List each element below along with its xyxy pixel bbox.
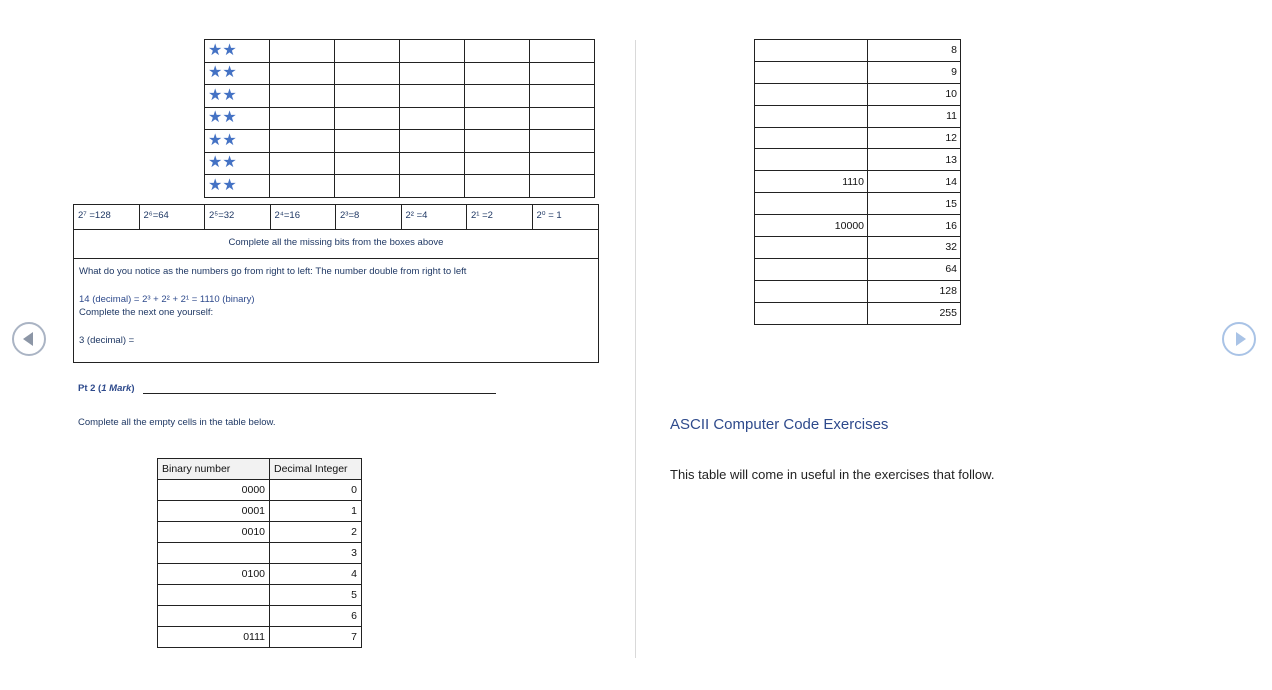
table-row: [755, 149, 961, 171]
empty-bit-cell: [530, 152, 595, 175]
decimal-cell: 4: [270, 564, 362, 585]
binary-cell: 10000: [755, 215, 868, 237]
table-row: [755, 258, 961, 280]
empty-bit-cell: [335, 85, 400, 108]
table-row: [755, 193, 961, 215]
pt2-heading: [78, 383, 135, 394]
star-cell: ★★: [205, 152, 270, 175]
binary-cell: 0001: [158, 501, 270, 522]
power-cell: 2⁷ =128: [74, 205, 140, 229]
empty-bit-cell: [270, 130, 335, 153]
decimal-cell: 255: [868, 302, 961, 324]
empty-bit-cell: [530, 107, 595, 130]
header-decimal: Decimal Integer: [270, 459, 362, 480]
next-prompt: Complete the next one yourself:: [79, 307, 214, 318]
decimal-cell: 11: [868, 105, 961, 127]
pt2-mark: 1 Mark: [101, 383, 132, 394]
star-grid: [204, 39, 595, 198]
empty-bit-cell: [465, 175, 530, 198]
binary-cell: [158, 606, 270, 627]
table-row: [158, 606, 362, 627]
decimal-cell: 3: [270, 543, 362, 564]
example-line: 14 (decimal) = 2³ + 2² + 2¹ = 1110 (binary): [79, 294, 255, 305]
binary-cell: [755, 280, 868, 302]
binary-cell: [158, 543, 270, 564]
empty-bit-cell: [400, 175, 465, 198]
empty-bit-cell: [530, 62, 595, 85]
prev-page-button[interactable]: [12, 322, 46, 356]
decimal-cell: 2: [270, 522, 362, 543]
empty-bit-cell: [530, 175, 595, 198]
header-binary: Binary number: [158, 459, 270, 480]
empty-bit-cell: [270, 40, 335, 63]
ascii-note: This table will come in useful in the exercises that follow.: [670, 467, 995, 482]
power-cell: 2¹ =2: [467, 205, 533, 229]
empty-bit-cell: [400, 85, 465, 108]
table-row: [755, 302, 961, 324]
empty-bit-cell: [335, 40, 400, 63]
binary-cell: [755, 127, 868, 149]
pt2-close: ): [131, 383, 135, 394]
decimal-cell: 1: [270, 501, 362, 522]
star-row: [205, 130, 595, 153]
table-row: [158, 522, 362, 543]
powers-body: [74, 259, 598, 353]
decimal-cell: 7: [270, 627, 362, 648]
star-cell: ★★: [205, 85, 270, 108]
empty-bit-cell: [465, 62, 530, 85]
decimal-cell: 8: [868, 40, 961, 62]
star-row: [205, 62, 595, 85]
decimal-3-prompt: 3 (decimal) =: [79, 335, 135, 346]
table-row: [158, 564, 362, 585]
star-cell: ★★: [205, 175, 270, 198]
binary-cell: 0100: [158, 564, 270, 585]
chevron-left-icon: [23, 332, 33, 346]
notice-text: What do you notice as the numbers go from right to left: The number double from right to left: [79, 266, 467, 277]
star-row: [205, 107, 595, 130]
table-header-row: [158, 459, 362, 480]
table-row: [755, 215, 961, 237]
decimal-cell: 64: [868, 258, 961, 280]
binary-cell: [755, 40, 868, 62]
power-cell: 2⁴=16: [271, 205, 337, 229]
decimal-cell: 16: [868, 215, 961, 237]
binary-cell: [755, 193, 868, 215]
empty-bit-cell: [465, 152, 530, 175]
table-row: [158, 480, 362, 501]
empty-bit-cell: [530, 85, 595, 108]
binary-cell: [755, 149, 868, 171]
pt2-label: Pt 2 (: [78, 383, 102, 394]
empty-bit-cell: [400, 130, 465, 153]
table-row: [755, 83, 961, 105]
star-row: [205, 40, 595, 63]
power-cell: 2⁶=64: [140, 205, 206, 229]
empty-bit-cell: [465, 85, 530, 108]
empty-bit-cell: [465, 130, 530, 153]
table-row: [158, 627, 362, 648]
empty-bit-cell: [335, 175, 400, 198]
decimal-cell: 6: [270, 606, 362, 627]
power-cell: 2⁵=32: [205, 205, 271, 229]
binary-cell: [755, 61, 868, 83]
empty-bit-cell: [270, 62, 335, 85]
power-cell: 2³=8: [336, 205, 402, 229]
binary-cell: 1110: [755, 171, 868, 193]
empty-bit-cell: [530, 40, 595, 63]
decimal-cell: 12: [868, 127, 961, 149]
decimal-cell: 10: [868, 83, 961, 105]
binary-cell: [755, 237, 868, 259]
powers-row: [74, 205, 598, 230]
table-row: [755, 237, 961, 259]
empty-bit-cell: [465, 107, 530, 130]
table-row: [755, 105, 961, 127]
answer-line: [143, 393, 496, 394]
table-row: [755, 280, 961, 302]
empty-bit-cell: [270, 175, 335, 198]
empty-bit-cell: [530, 130, 595, 153]
powers-caption: Complete all the missing bits from the boxes above: [74, 230, 598, 259]
star-cell: ★★: [205, 40, 270, 63]
table-row: [755, 127, 961, 149]
empty-bit-cell: [400, 62, 465, 85]
empty-bit-cell: [335, 130, 400, 153]
decimal-cell: 5: [270, 585, 362, 606]
empty-bit-cell: [270, 107, 335, 130]
decimal-cell: 15: [868, 193, 961, 215]
binary-table: [157, 458, 362, 648]
empty-bit-cell: [465, 40, 530, 63]
table-row: [158, 543, 362, 564]
star-row: [205, 175, 595, 198]
empty-bit-cell: [335, 152, 400, 175]
star-cell: ★★: [205, 130, 270, 153]
binary-cell: 0010: [158, 522, 270, 543]
table-row: [158, 501, 362, 522]
page-divider: [635, 40, 636, 658]
decimal-cell: 128: [868, 280, 961, 302]
next-page-button[interactable]: [1222, 322, 1256, 356]
binary-cell: [158, 585, 270, 606]
binary-cell: [755, 258, 868, 280]
empty-bit-cell: [400, 152, 465, 175]
table-row: [158, 585, 362, 606]
empty-bit-cell: [400, 40, 465, 63]
star-row: [205, 152, 595, 175]
ascii-title: ASCII Computer Code Exercises: [670, 416, 889, 433]
empty-bit-cell: [335, 107, 400, 130]
binary-cell: 0000: [158, 480, 270, 501]
table-row: [755, 171, 961, 193]
empty-bit-cell: [270, 85, 335, 108]
binary-cell: 0111: [158, 627, 270, 648]
complete-cells-text: Complete all the empty cells in the table below.: [78, 417, 276, 428]
binary-cell: [755, 302, 868, 324]
binary-cell: [755, 83, 868, 105]
decimal-cell: 9: [868, 61, 961, 83]
power-cell: 2² =4: [402, 205, 468, 229]
power-cell: 2⁰ = 1: [536, 210, 562, 221]
binary-cell: [755, 105, 868, 127]
decimal-cell: 14: [868, 171, 961, 193]
decimal-cell: 0: [270, 480, 362, 501]
powers-box: [73, 204, 599, 363]
table-row: [755, 40, 961, 62]
table-row: [755, 61, 961, 83]
empty-bit-cell: [335, 62, 400, 85]
star-cell: ★★: [205, 62, 270, 85]
decimal-cell: 32: [868, 237, 961, 259]
star-cell: ★★: [205, 107, 270, 130]
decimal-cell: 13: [868, 149, 961, 171]
star-row: [205, 85, 595, 108]
chevron-right-icon: [1236, 332, 1246, 346]
empty-bit-cell: [400, 107, 465, 130]
decimal-table: [754, 39, 961, 325]
empty-bit-cell: [270, 152, 335, 175]
